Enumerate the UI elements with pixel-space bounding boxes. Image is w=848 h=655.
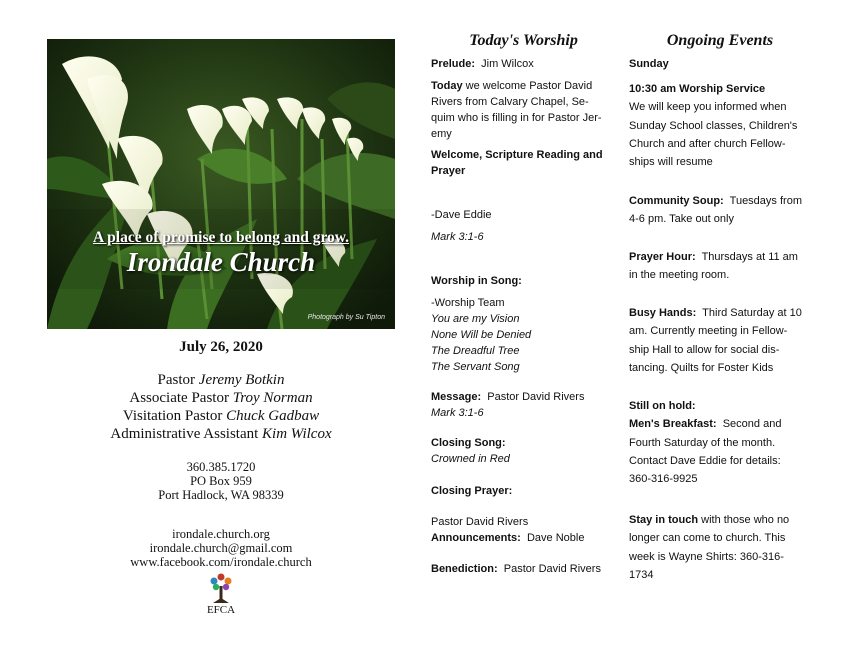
phone: 360.385.1720 [186, 460, 256, 474]
photo-credit: Photograph by Su Tipton [307, 314, 385, 321]
contact-info [47, 460, 395, 502]
closing-prayer-by: Pastor David Rivers [431, 516, 529, 528]
benediction: Benediction: Pastor David Rivers [431, 563, 601, 575]
web-links [47, 527, 395, 569]
email-link[interactable]: irondale.church@gmail.com [149, 541, 293, 555]
closing-prayer-label: Closing Prayer: [431, 485, 513, 497]
ongoing-heading: Ongoing Events [666, 32, 774, 49]
busy-hands: Busy Hands: Third Saturday at 10 am. Currently meeting in Fellow- ship Hall to allow for social dis- tancing. Quilts for Foster Kids [629, 307, 802, 374]
cover-photo [47, 39, 395, 329]
church-name: Irondale Church [126, 247, 316, 277]
song-list: -Worship Team You are my Vision None Will be Denied The Dreadful Tree The Servant Song [431, 297, 532, 373]
po-box: PO Box 959 [190, 474, 252, 488]
sunday-label: Sunday [629, 58, 669, 70]
efca-tree-icon [207, 572, 235, 604]
todays-worship-section [431, 31, 616, 575]
city: Port Hadlock, WA 98339 [158, 488, 284, 502]
website-link[interactable]: irondale.church.org [172, 527, 270, 541]
staff-list [47, 371, 395, 443]
bulletin-date: July 26, 2020 [179, 339, 263, 355]
facebook-link[interactable]: www.facebook.com/irondale.church [130, 555, 312, 569]
ongoing-events-section [629, 31, 811, 581]
today-welcome: Today we welcome Pastor David Rivers from Calvary Chapel, Se- quim who is filling in for Pastor Jer- emy [431, 80, 602, 140]
prayer-hour: Prayer Hour: Thursdays at 11 am in the meeting room. [629, 251, 798, 282]
calla-lily-illustration [47, 39, 395, 329]
message: Message: Pastor David Rivers Mark 3:1-6 [431, 391, 585, 419]
closing-song: Closing Song: Crowned in Red [431, 437, 510, 465]
welcome-scripture: Welcome, Scripture Reading and Prayer [431, 149, 603, 177]
song-label: Worship in Song: [431, 275, 522, 287]
announcements: Announcements: Dave Noble [431, 532, 585, 544]
worship-service: 10:30 am Worship Service We will keep you informed when Sunday School classes, Children's Church and after church Fellow- ships will resume [629, 83, 798, 169]
on-hold: Still on hold: Men's Breakfast: Second and Fourth Saturday of the month. Contact Dave Eddie for details: 360-316-9925 [629, 400, 782, 486]
stay-in-touch: Stay in touch with those who no longer can come to church. This week is Wayne Shirts: 360-316- 1734 [629, 514, 790, 581]
scripture-reading: Mark 3:1-6 [431, 231, 484, 243]
community-soup: Community Soup: Tuesdays from 4-6 pm. Take out only [629, 195, 802, 226]
worship-heading: Today's Worship [469, 32, 578, 49]
staff-line: Visitation Pastor Chuck Gadbaw [122, 408, 320, 424]
prelude: Prelude: Jim Wilcox [431, 58, 534, 70]
tagline: A place of promise to belong and grow. [92, 229, 350, 246]
staff-line: Administrative Assistant Kim Wilcox [110, 426, 332, 442]
reader: -Dave Eddie [431, 209, 492, 221]
efca-label: EFCA [206, 604, 236, 616]
staff-line: Pastor Jeremy Botkin [157, 372, 285, 388]
staff-line: Associate Pastor Troy Norman [129, 390, 313, 406]
